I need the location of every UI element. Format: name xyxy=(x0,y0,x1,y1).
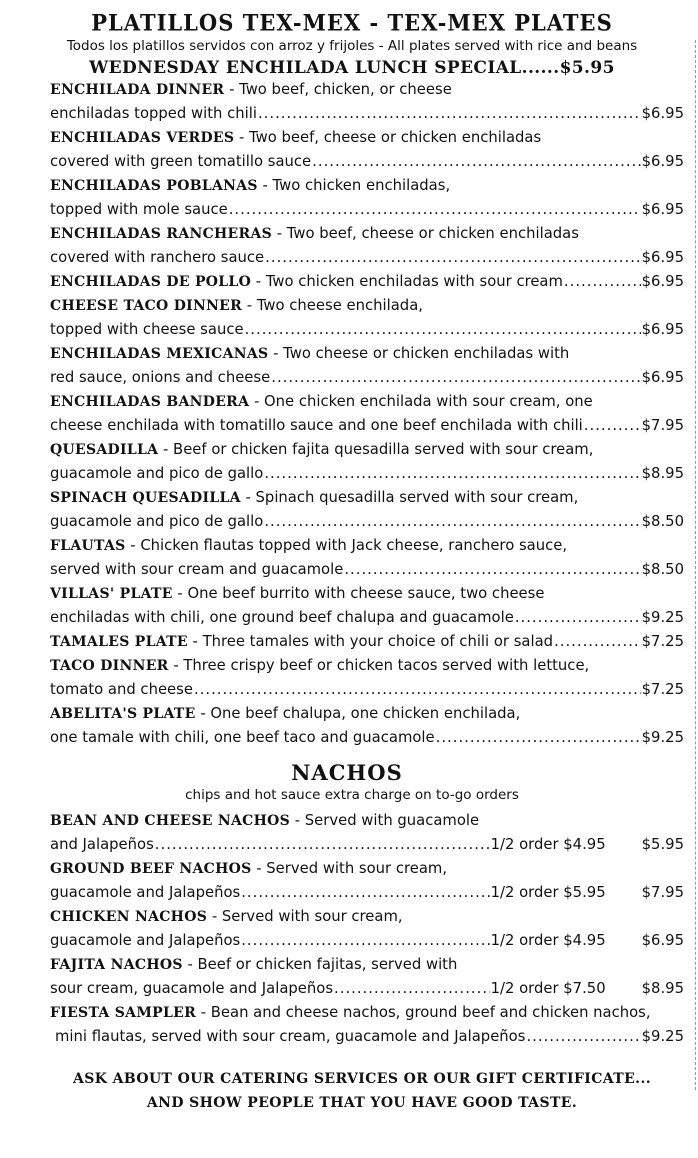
item-line-2 xyxy=(50,678,684,702)
item-desc: - One beef chalupa, one chicken enchilada, xyxy=(195,705,521,722)
item-name: QUESADILLA xyxy=(50,442,159,458)
item-price: $7.25 xyxy=(641,681,684,698)
item-price: $6.95 xyxy=(641,321,684,338)
item-line-2 xyxy=(50,198,684,222)
item-desc: - Two chicken enchiladas with sour cream xyxy=(251,273,563,290)
item-name: GROUND BEEF NACHOS xyxy=(50,861,252,877)
item-name: ABELITA'S PLATE xyxy=(50,706,196,722)
item-line-2 xyxy=(50,366,684,390)
item-line-1 xyxy=(50,702,684,726)
item-desc: - Two cheese or chicken enchiladas with xyxy=(268,345,570,362)
item-line-1 xyxy=(50,126,684,150)
item-price: $6.95 xyxy=(641,932,684,949)
item-name: ENCHILADA DINNER xyxy=(50,82,225,98)
half-order-price: 1/2 order $5.95 xyxy=(490,884,606,901)
item-desc-cont: served with sour cream and guacamole xyxy=(50,561,344,578)
item-desc: - Bean and cheese nachos, ground beef and chicken nachos, xyxy=(196,1004,651,1021)
item-desc-cont: enchiladas with chili, one ground beef chalupa and guacamole xyxy=(50,609,514,626)
item-name: CHICKEN NACHOS xyxy=(50,909,208,925)
item-name: TACO DINNER xyxy=(50,658,169,674)
item-line-2 xyxy=(50,414,684,438)
item-line-1 xyxy=(50,342,684,366)
item-line-1 xyxy=(50,390,684,414)
item-price: $8.50 xyxy=(641,513,684,530)
item-desc: - Three tamales with your choice of chili or salad xyxy=(187,633,554,650)
item-desc-cont: topped with cheese sauce xyxy=(50,321,244,338)
item-line-1 xyxy=(50,953,684,977)
item-line-1 xyxy=(50,654,684,678)
item-name: ENCHILADAS MEXICANAS xyxy=(50,346,269,362)
menu-item xyxy=(50,294,684,342)
page-title: PLATILLOS TEX-MEX - TEX-MEX PLATES xyxy=(91,9,613,36)
item-line-1 xyxy=(50,809,684,833)
item-desc: - Served with guacamole xyxy=(290,812,480,829)
item-price: $5.95 xyxy=(641,836,684,853)
half-order-price: 1/2 order $4.95 xyxy=(490,836,606,853)
item-desc-cont: guacamole and Jalapeños xyxy=(50,884,241,901)
item-price: $6.95 xyxy=(641,369,684,386)
page-subtitle: Todos los platillos servidos con arroz y frijoles - All plates served with rice and beans xyxy=(66,38,638,54)
item-line-1 xyxy=(50,174,684,198)
nachos-title: NACHOS xyxy=(291,760,403,785)
item-desc: - One beef burrito with cheese sauce, two cheese xyxy=(172,585,545,602)
item-desc: - Two beef, cheese or chicken enchiladas xyxy=(272,225,579,242)
item-line-2 xyxy=(50,881,684,905)
nacho-item xyxy=(50,857,684,905)
menu-item xyxy=(50,78,684,126)
menu-item xyxy=(50,270,684,294)
lunch-special-label: WEDNESDAY ENCHILADA LUNCH SPECIAL xyxy=(89,58,522,78)
nachos-subtitle: chips and hot sauce extra charge on to-go orders xyxy=(185,787,519,803)
item-line-2 xyxy=(50,150,684,174)
item-price: $8.95 xyxy=(641,465,684,482)
item-desc-cont: covered with ranchero sauce xyxy=(50,249,265,266)
menu-item xyxy=(50,222,684,270)
item-desc-cont: and Jalapeños xyxy=(50,836,154,853)
item-desc: - Two beef, cheese or chicken enchiladas xyxy=(234,129,542,146)
item-desc: - Two beef, chicken, or cheese xyxy=(224,81,452,98)
item-price: $9.25 xyxy=(641,609,684,626)
item-price: $6.95 xyxy=(641,249,684,266)
item-name: FAJITA NACHOS xyxy=(50,957,183,973)
item-desc: - Beef or chicken fajita quesadilla served with sour cream, xyxy=(158,441,594,458)
item-desc-cont: guacamole and pico de gallo xyxy=(50,465,264,482)
item-desc: - Three crispy beef or chicken tacos served with lettuce, xyxy=(168,657,590,674)
menu-item xyxy=(50,438,684,486)
item-desc: - Chicken flautas topped with Jack cheese, ranchero sauce, xyxy=(125,537,568,554)
item-desc-cont: sour cream, guacamole and Jalapeños xyxy=(50,980,334,997)
half-order-price: 1/2 order $7.50 xyxy=(490,980,606,997)
item-desc-cont: cheese enchilada with tomatillo sauce and one beef enchilada with chili xyxy=(50,417,583,434)
item-price: $9.25 xyxy=(641,1028,684,1045)
item-line-1 xyxy=(50,294,684,318)
menu-item xyxy=(50,174,684,222)
menu-item xyxy=(50,582,684,630)
item-desc: - Served with sour cream, xyxy=(251,860,448,877)
item-name: ENCHILADAS BANDERA xyxy=(50,394,250,410)
page-edge xyxy=(694,40,696,1090)
item-line-1 xyxy=(50,534,684,558)
nacho-item xyxy=(50,809,684,857)
plates-list xyxy=(50,78,684,750)
item-price: $7.95 xyxy=(641,417,684,434)
item-line-2 xyxy=(50,102,684,126)
item-price: $6.95 xyxy=(641,201,684,218)
item-name: ENCHILADAS POBLANAS xyxy=(50,178,258,194)
item-line-1 xyxy=(50,270,684,294)
lunch-special-price: $5.95 xyxy=(559,58,615,78)
item-line-2 xyxy=(50,246,684,270)
menu-item-fiesta-sampler xyxy=(50,1001,684,1049)
nacho-item xyxy=(50,905,684,953)
footer-line-2: AND SHOW PEOPLE THAT YOU HAVE GOOD TASTE. xyxy=(146,1095,578,1111)
item-desc: - Two cheese enchilada, xyxy=(242,297,423,314)
item-line-2 xyxy=(50,318,684,342)
item-desc-cont: guacamole and pico de gallo xyxy=(50,513,264,530)
item-price: $8.50 xyxy=(641,561,684,578)
item-name: ENCHILADAS DE POLLO xyxy=(50,274,252,290)
lunch-special: WEDNESDAY ENCHILADA LUNCH SPECIAL......$5.95 xyxy=(89,58,615,78)
footer xyxy=(40,1067,684,1115)
item-line-2 xyxy=(50,462,684,486)
item-desc: - Beef or chicken fajitas, served with xyxy=(182,956,458,973)
item-name: ENCHILADAS RANCHERAS xyxy=(50,226,273,242)
menu-item xyxy=(50,702,684,750)
item-line-1 xyxy=(50,857,684,881)
nachos-list xyxy=(50,809,684,1001)
item-line-2 xyxy=(50,726,684,750)
item-line-2 xyxy=(50,929,684,953)
item-line-1 xyxy=(50,78,684,102)
item-line-2 xyxy=(50,510,684,534)
item-desc-cont: enchiladas topped with chili xyxy=(50,105,257,122)
item-price: $7.25 xyxy=(641,633,684,650)
item-price: $9.25 xyxy=(641,729,684,746)
item-line-1 xyxy=(50,438,684,462)
item-price: $6.95 xyxy=(641,105,684,122)
item-name: VILLAS' PLATE xyxy=(50,586,173,602)
menu-item xyxy=(50,390,684,438)
item-desc-cont: mini flautas, served with sour cream, guacamole and Jalapeños xyxy=(55,1028,526,1045)
item-line-2 xyxy=(50,977,684,1001)
item-desc-cont: covered with green tomatillo sauce xyxy=(50,153,312,170)
item-name: SPINACH QUESADILLA xyxy=(50,490,241,506)
item-desc-cont: red sauce, onions and cheese xyxy=(50,369,271,386)
item-line-1 xyxy=(50,486,684,510)
menu-item xyxy=(50,486,684,534)
item-name: ENCHILADAS VERDES xyxy=(50,130,235,146)
item-line-1 xyxy=(50,582,684,606)
item-name: FIESTA SAMPLER xyxy=(50,1005,197,1021)
item-line-1 xyxy=(50,630,684,654)
item-desc: - Two chicken enchiladas, xyxy=(257,177,451,194)
menu-item xyxy=(50,654,684,702)
half-order-price: 1/2 order $4.95 xyxy=(490,932,606,949)
item-line-2 xyxy=(50,558,684,582)
menu-item xyxy=(50,126,684,174)
item-price: $8.95 xyxy=(641,980,684,997)
item-name: CHEESE TACO DINNER xyxy=(50,298,243,314)
item-line-2 xyxy=(50,606,684,630)
item-desc: - One chicken enchilada with sour cream, one xyxy=(249,393,593,410)
item-name: FLAUTAS xyxy=(50,538,126,554)
item-price: $6.95 xyxy=(641,273,684,290)
item-desc-cont: topped with mole sauce xyxy=(50,201,228,218)
item-name: TAMALES PLATE xyxy=(50,634,188,650)
menu-item xyxy=(50,342,684,390)
item-price: $7.95 xyxy=(641,884,684,901)
menu-item xyxy=(50,534,684,582)
item-line-2 xyxy=(50,833,684,857)
item-name: BEAN AND CHEESE NACHOS xyxy=(50,813,291,829)
item-desc: - Spinach quesadilla served with sour cream, xyxy=(240,489,579,506)
item-desc-cont: tomato and cheese xyxy=(50,681,193,698)
item-price: $6.95 xyxy=(641,153,684,170)
item-desc-cont: guacamole and Jalapeños xyxy=(50,932,241,949)
item-line-1 xyxy=(50,905,684,929)
item-desc: - Served with sour cream, xyxy=(207,908,403,925)
footer-line-1: ASK ABOUT OUR CATERING SERVICES OR OUR GIFT CERTIFICATE... xyxy=(72,1071,651,1087)
item-desc-cont: one tamale with chili, one beef taco and guacamole xyxy=(50,729,435,746)
menu-item xyxy=(50,630,684,654)
nacho-item xyxy=(50,953,684,1001)
item-line-1 xyxy=(50,222,684,246)
